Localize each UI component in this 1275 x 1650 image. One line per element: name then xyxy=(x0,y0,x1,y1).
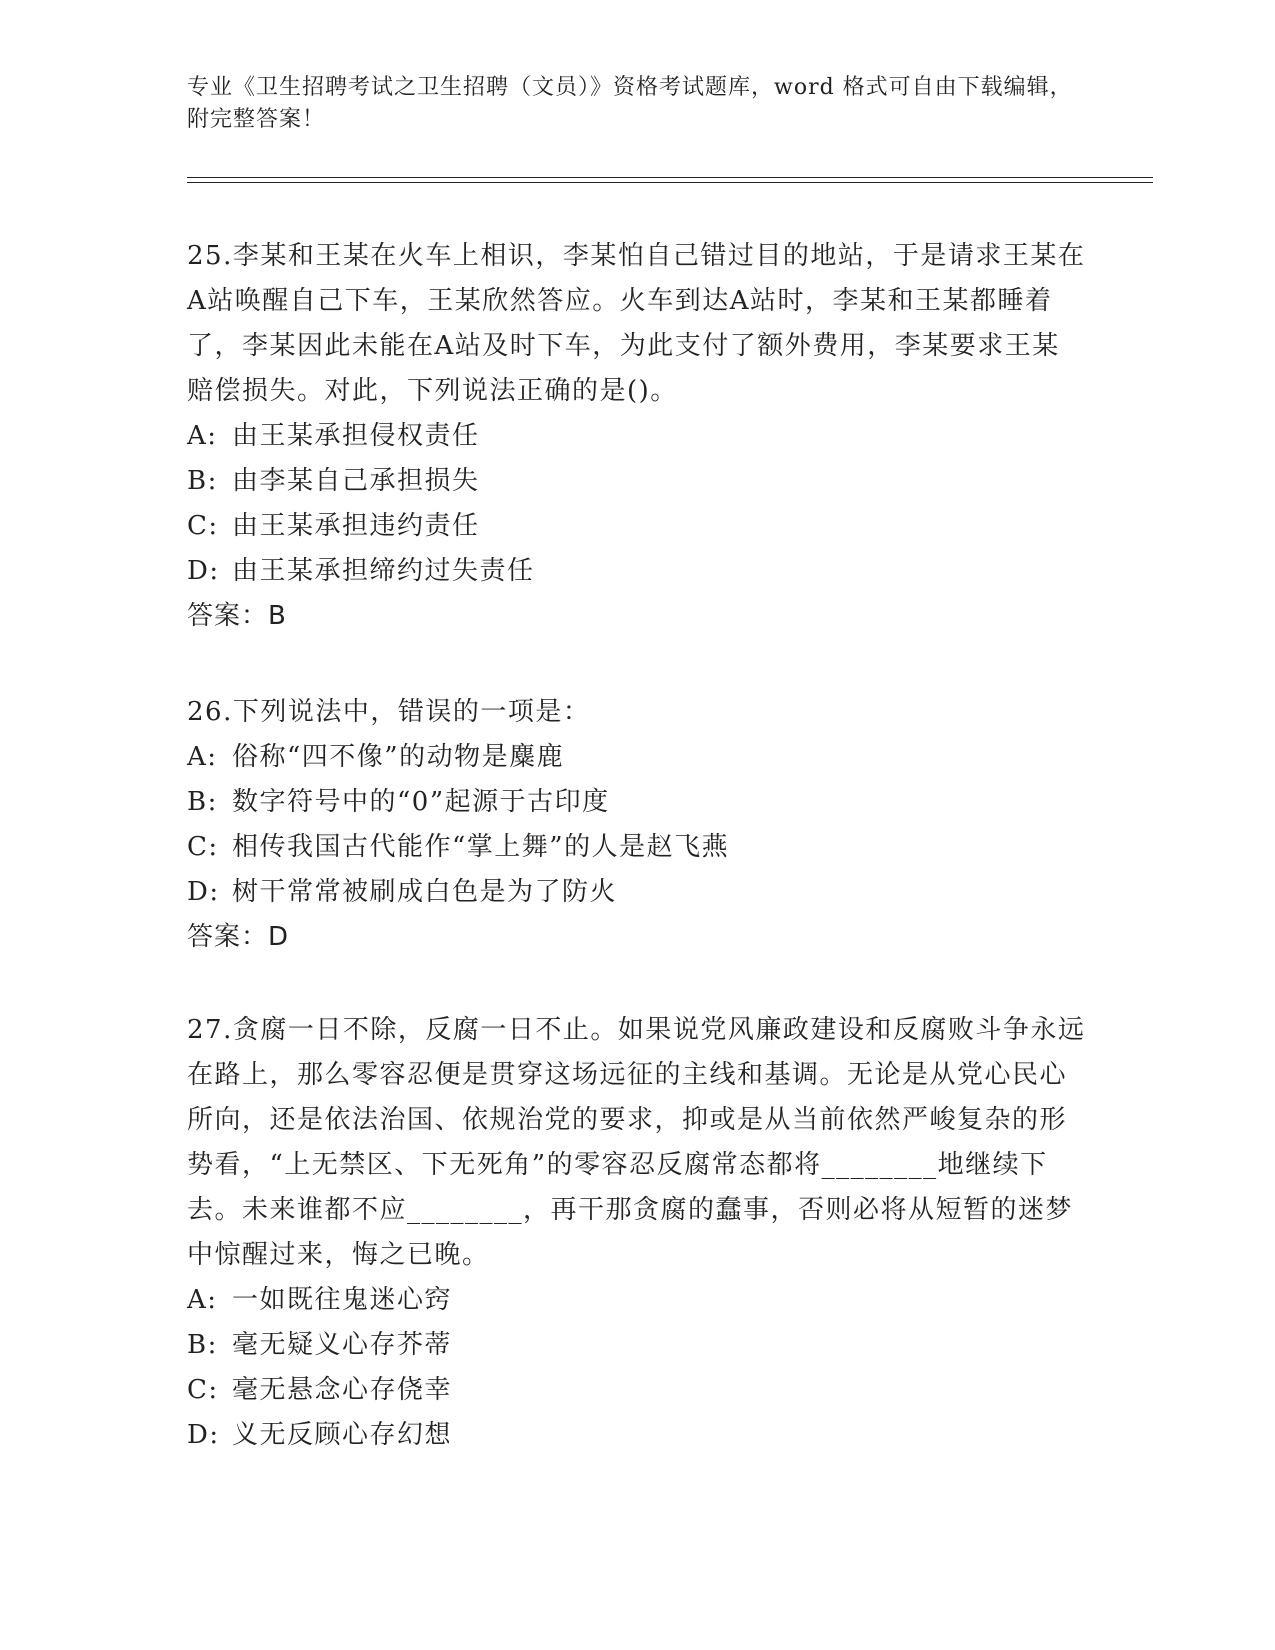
option-letter: A: xyxy=(187,742,218,772)
option-letter: C: xyxy=(187,832,219,862)
option-b xyxy=(187,459,1087,504)
question-27 xyxy=(187,1008,1087,1458)
option-a xyxy=(187,1278,1087,1323)
header-divider-top xyxy=(187,177,1153,178)
option-c xyxy=(187,504,1087,549)
option-text: 义无反顾心存幻想 xyxy=(232,1420,453,1450)
option-text: 相传我国古代能作“掌上舞”的人是赵飞燕 xyxy=(232,832,730,862)
option-letter: C: xyxy=(187,1375,219,1405)
option-letter: C: xyxy=(187,511,219,541)
option-letter: A: xyxy=(187,1285,218,1315)
document-header: 专业《卫生招聘考试之卫生招聘（文员）》资格考试题库，word 格式可自由下载编辑，附完整答案！ xyxy=(187,75,1073,132)
option-text: 树干常常被刷成白色是为了防火 xyxy=(232,877,618,907)
header-divider-bottom xyxy=(187,182,1153,183)
option-letter: D: xyxy=(187,556,220,586)
option-letter: B: xyxy=(187,1330,218,1360)
option-b xyxy=(187,1323,1087,1368)
option-d xyxy=(187,1413,1087,1458)
option-text: 毫无悬念心存侥幸 xyxy=(232,1375,453,1405)
option-text: 数字符号中的“0”起源于古印度 xyxy=(232,787,610,817)
question-25 xyxy=(187,234,1087,639)
option-c xyxy=(187,825,1087,870)
option-d xyxy=(187,870,1087,915)
option-b xyxy=(187,780,1087,825)
option-text: 一如既往鬼迷心窍 xyxy=(232,1285,453,1315)
option-text: 毫无疑义心存芥蒂 xyxy=(232,1330,453,1360)
option-a xyxy=(187,735,1087,780)
question-26 xyxy=(187,690,1087,960)
option-text: 俗称“四不像”的动物是麋鹿 xyxy=(232,742,565,772)
option-letter: B: xyxy=(187,787,218,817)
answer: 答案：B xyxy=(187,601,287,631)
question-stem: 26.下列说法中，错误的一项是： xyxy=(187,697,591,727)
option-text: 由王某承担侵权责任 xyxy=(232,421,480,451)
option-letter: B: xyxy=(187,466,218,496)
question-stem: 25.李某和王某在火车上相识，李某怕自己错过目的地站，于是请求王某在A站唤醒自己下车，王某欣然答应。火车到达A站时，李某和王某都睡着了，李某因此未能在A站及时下车，为此支付了额外费用，李某要求王某赔偿损失。对此，下列说法正确的是()。 xyxy=(187,241,1086,406)
option-c xyxy=(187,1368,1087,1413)
question-stem: 27.贪腐一日不除，反腐一日不止。如果说党风廉政建设和反腐败斗争永远在路上，那么零容忍便是贯穿这场远征的主线和基调。无论是从党心民心所向，还是依法治国、依规治党的要求，抑或是从当前依然严峻复杂的形势看，“上无禁区、下无死角”的零容忍反腐常态都将________地继续下去。未来谁都不应________，再干那贪腐的蠢事，否则必将从短暂的迷梦中惊醒过来，悔之已晚。 xyxy=(187,1015,1086,1270)
option-text: 由李某自己承担损失 xyxy=(232,466,480,496)
option-letter: D: xyxy=(187,877,220,907)
option-text: 由王某承担违约责任 xyxy=(232,511,480,541)
option-text: 由王某承担缔约过失责任 xyxy=(232,556,535,586)
option-letter: A: xyxy=(187,421,218,451)
option-a xyxy=(187,414,1087,459)
answer: 答案：D xyxy=(187,922,290,952)
option-d xyxy=(187,549,1087,594)
option-letter: D: xyxy=(187,1420,220,1450)
